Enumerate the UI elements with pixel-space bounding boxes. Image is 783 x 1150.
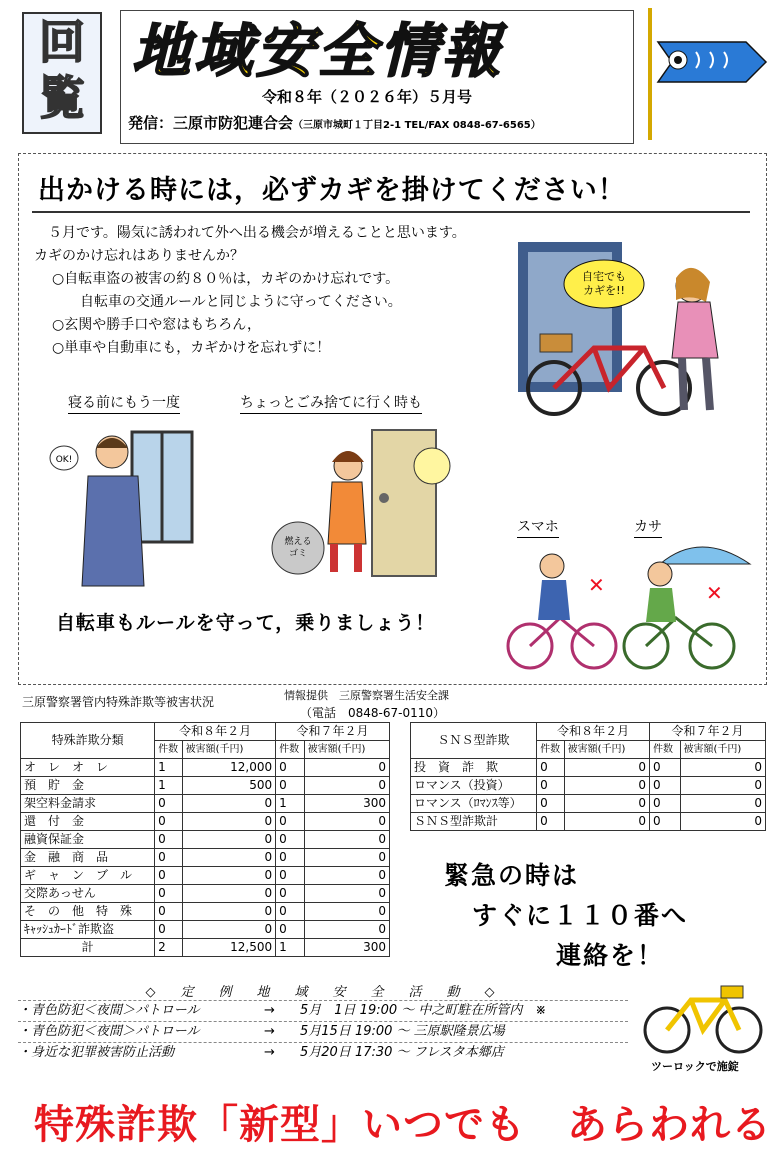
row-b-amount: 0 bbox=[304, 777, 389, 795]
ok-bubble-text: OK! bbox=[55, 455, 73, 465]
fraud-stats-table bbox=[20, 722, 390, 957]
caption-umbrella: カサ bbox=[634, 516, 662, 538]
row-category: 金 融 商 品 bbox=[21, 849, 155, 867]
koinobori-icon bbox=[656, 38, 768, 86]
row-a-count: 0 bbox=[537, 759, 564, 777]
row-a-count: 0 bbox=[155, 795, 182, 813]
two-lock-bike-icon bbox=[641, 976, 765, 1056]
activity-detail: 5月15日 19:00 ～ 三原駅隆景広場 bbox=[300, 1024, 505, 1039]
col-amount: 被害額(千円) bbox=[182, 741, 276, 759]
row-category: 預 貯 金 bbox=[21, 777, 155, 795]
table-row bbox=[21, 759, 390, 777]
intro-line-1: ５月です。陽気に誘われて外へ出る機会が増えることと思います。 bbox=[34, 225, 466, 241]
row-a-amount: 12,000 bbox=[182, 759, 276, 777]
row-category: 還 付 金 bbox=[21, 813, 155, 831]
newsletter-title: 地域安全情報 bbox=[132, 17, 505, 85]
sns-fraud-stats-table bbox=[410, 722, 766, 831]
sender-address: （三原市城町１丁目2-1 TEL/FAX 0848-67-6565） bbox=[293, 120, 541, 131]
flag-pole bbox=[648, 8, 652, 140]
activity-row bbox=[18, 1000, 628, 1021]
stats-title: 三原警察署管内特殊詐欺等被害状況 bbox=[22, 695, 215, 709]
stats-phone: （電話 0848-67-0110） bbox=[300, 706, 446, 720]
table-row bbox=[411, 813, 766, 831]
bullet-2: 自転車の交通ルールと同じように守ってください。 bbox=[52, 294, 402, 310]
row-b-amount: 0 bbox=[304, 903, 389, 921]
table-row bbox=[411, 777, 766, 795]
row-a-amount: 0 bbox=[182, 831, 276, 849]
bullet-4: ○単車や自動車にも，カギかけを忘れずに！ bbox=[52, 340, 331, 356]
row-category: ｷｬｯｼｭｶｰﾄﾞ詐欺盗 bbox=[21, 921, 155, 939]
arrow-icon: → bbox=[264, 1024, 275, 1039]
kairan-stamp bbox=[22, 12, 102, 134]
row-b-count: 0 bbox=[650, 759, 681, 777]
sender-line bbox=[128, 112, 541, 133]
intro-line-2: カギのかけ忘れはありませんか？ bbox=[34, 248, 244, 264]
activity-row bbox=[18, 1042, 628, 1063]
total-label: 計 bbox=[21, 939, 155, 957]
woman-door-illustration bbox=[268, 426, 454, 582]
cross-icon-1: ✕ bbox=[588, 573, 605, 597]
table-row bbox=[21, 831, 390, 849]
row-a-count: 0 bbox=[537, 813, 564, 831]
row-a-count: 0 bbox=[155, 903, 182, 921]
row-b-amount: 0 bbox=[680, 795, 765, 813]
row-b-count: 0 bbox=[276, 921, 304, 939]
row-a-amount: 500 bbox=[182, 777, 276, 795]
activity-row bbox=[18, 1021, 628, 1042]
table-row bbox=[411, 795, 766, 813]
table-row bbox=[21, 903, 390, 921]
row-b-amount: 0 bbox=[680, 759, 765, 777]
row-category: 投 資 詐 欺 bbox=[411, 759, 537, 777]
row-a-count: 0 bbox=[155, 867, 182, 885]
table-row bbox=[21, 795, 390, 813]
issue-date: 令和８年（２０２６年）５月号 bbox=[262, 88, 473, 106]
row-b-count: 0 bbox=[276, 849, 304, 867]
emergency-line-3: 連絡を！ bbox=[556, 941, 665, 970]
row-b-amount: 0 bbox=[304, 885, 389, 903]
row-a-count: 0 bbox=[155, 813, 182, 831]
row-a-count: 1 bbox=[155, 777, 182, 795]
row-b-count: 0 bbox=[276, 759, 304, 777]
emergency-line-1: 緊急の時は bbox=[444, 861, 580, 890]
no-phone-no-umbrella-illustration bbox=[500, 540, 754, 672]
row-b-amount: 0 bbox=[304, 759, 389, 777]
row-a-amount: 0 bbox=[182, 885, 276, 903]
caption-before-sleep: 寝る前にもう一度 bbox=[68, 392, 180, 414]
right-period-b: 令和７年２月 bbox=[650, 723, 766, 741]
col-count: 件数 bbox=[650, 741, 681, 759]
row-a-count: 0 bbox=[155, 831, 182, 849]
activities-heading: ◇ 定 例 地 域 安 全 活 動 ◇ bbox=[145, 985, 501, 1000]
kairan-char-2: 覧 bbox=[39, 71, 85, 125]
row-b-amount: 0 bbox=[680, 777, 765, 795]
row-a-amount: 0 bbox=[182, 795, 276, 813]
caption-garbage: ちょっとごみ捨てに行く時も bbox=[240, 392, 422, 414]
row-b-amount: 0 bbox=[304, 813, 389, 831]
table-total-row bbox=[21, 939, 390, 957]
row-a-count: 0 bbox=[537, 795, 564, 813]
row-category: ロマンス（投資） bbox=[411, 777, 537, 795]
row-a-amount: 0 bbox=[182, 867, 276, 885]
row-category: ＳＮＳ型詐欺計 bbox=[411, 813, 537, 831]
activity-name: ・青色防犯＜夜間＞パトロール bbox=[18, 1024, 200, 1039]
table-row bbox=[21, 849, 390, 867]
emergency-line-2: すぐに１１０番へ bbox=[472, 901, 689, 930]
arrow-icon: → bbox=[264, 1003, 275, 1018]
row-category: 交際あっせん bbox=[21, 885, 155, 903]
row-b-amount: 0 bbox=[680, 813, 765, 831]
row-category: 架空料金請求 bbox=[21, 795, 155, 813]
row-category: 融資保証金 bbox=[21, 831, 155, 849]
article-headline: 出かける時には，必ずカギを掛けてください！ bbox=[38, 175, 626, 206]
row-b-amount: 0 bbox=[304, 831, 389, 849]
man-window-illustration bbox=[48, 420, 204, 588]
col-count: 件数 bbox=[276, 741, 304, 759]
right-category-header: ＳＮＳ型詐欺 bbox=[411, 723, 537, 759]
row-category: そ の 他 特 殊 bbox=[21, 903, 155, 921]
table-row bbox=[411, 759, 766, 777]
activity-detail: 5月 1日 19:00 ～ 中之町駐在所管内 ※ bbox=[300, 1003, 547, 1018]
caption-smartphone: スマホ bbox=[517, 516, 559, 538]
table-row bbox=[21, 777, 390, 795]
table-row bbox=[21, 921, 390, 939]
row-b-count: 0 bbox=[276, 885, 304, 903]
activity-name: ・青色防犯＜夜間＞パトロール bbox=[18, 1003, 200, 1018]
row-a-amount: 0 bbox=[182, 849, 276, 867]
row-b-count: 0 bbox=[276, 813, 304, 831]
table-row bbox=[21, 813, 390, 831]
activity-detail: 5月20日 17:30 ～ フレスタ本郷店 bbox=[300, 1045, 504, 1060]
row-category: ロマンス（ﾛﾏﾝｽ等） bbox=[411, 795, 537, 813]
col-amount: 被害額(千円) bbox=[680, 741, 765, 759]
headline-underline bbox=[32, 211, 750, 213]
row-a-count: 0 bbox=[537, 777, 564, 795]
total-b-count: 1 bbox=[276, 939, 304, 957]
row-a-amount: 0 bbox=[564, 795, 649, 813]
col-count: 件数 bbox=[155, 741, 182, 759]
row-a-amount: 0 bbox=[182, 921, 276, 939]
arrow-icon: → bbox=[264, 1045, 275, 1060]
row-a-amount: 0 bbox=[564, 777, 649, 795]
two-lock-caption: ツーロックで施錠 bbox=[651, 1060, 739, 1073]
ride-rule-slogan: 自転車もルールを守って，乗りましょう！ bbox=[56, 612, 436, 634]
row-b-amount: 0 bbox=[304, 921, 389, 939]
stats-source: 情報提供 三原警察署生活安全課 bbox=[284, 689, 449, 702]
row-a-amount: 0 bbox=[564, 759, 649, 777]
row-b-count: 0 bbox=[276, 903, 304, 921]
bike-sign-line1: 自宅でも bbox=[582, 270, 626, 283]
row-b-count: 0 bbox=[276, 777, 304, 795]
activity-name: ・身近な犯罪被害防止活動 bbox=[18, 1045, 175, 1060]
total-a-count: 2 bbox=[155, 939, 182, 957]
garbage-bag-line1: 燃える bbox=[284, 537, 312, 547]
activities-section bbox=[18, 981, 628, 1063]
bullet-1: ○自転車盗の被害の約８０％は，カギのかけ忘れです。 bbox=[52, 271, 400, 287]
col-amount: 被害額(千円) bbox=[564, 741, 649, 759]
row-b-amount: 0 bbox=[304, 849, 389, 867]
row-a-amount: 0 bbox=[182, 903, 276, 921]
table-row bbox=[21, 867, 390, 885]
kairan-char-1: 回 bbox=[39, 15, 85, 69]
total-a-amount: 12,500 bbox=[182, 939, 276, 957]
left-category-header: 特殊詐欺分類 bbox=[21, 723, 155, 759]
col-amount: 被害額(千円) bbox=[304, 741, 389, 759]
row-b-count: 0 bbox=[276, 867, 304, 885]
total-b-amount: 300 bbox=[304, 939, 389, 957]
left-period-b: 令和７年２月 bbox=[276, 723, 390, 741]
row-b-count: 0 bbox=[650, 795, 681, 813]
garbage-bag-line2: ゴミ bbox=[288, 549, 308, 559]
row-b-amount: 0 bbox=[304, 867, 389, 885]
left-period-a: 令和８年２月 bbox=[155, 723, 276, 741]
row-a-amount: 0 bbox=[182, 813, 276, 831]
row-a-amount: 0 bbox=[564, 813, 649, 831]
sender-name: 発信：三原市防犯連合会 bbox=[128, 114, 294, 132]
article-intro bbox=[34, 222, 466, 360]
row-a-count: 0 bbox=[155, 849, 182, 867]
bullet-3: ○玄関や勝手口や窓はもちろん， bbox=[52, 317, 262, 333]
cross-icon-2: ✕ bbox=[706, 581, 723, 605]
row-b-count: 0 bbox=[276, 831, 304, 849]
row-category: オ レ オ レ bbox=[21, 759, 155, 777]
row-a-count: 0 bbox=[155, 921, 182, 939]
row-category: ギ ャ ン ブ ル bbox=[21, 867, 155, 885]
row-b-count: 1 bbox=[276, 795, 304, 813]
bike-lock-illustration bbox=[514, 238, 746, 428]
row-b-count: 0 bbox=[650, 813, 681, 831]
col-count: 件数 bbox=[537, 741, 564, 759]
row-a-count: 0 bbox=[155, 885, 182, 903]
bike-sign-line2: カギを!! bbox=[583, 284, 625, 297]
row-a-count: 1 bbox=[155, 759, 182, 777]
table-row bbox=[21, 885, 390, 903]
fraud-slogan: 特殊詐欺「新型」いつでも あらわれる bbox=[34, 1102, 772, 1148]
row-b-amount: 300 bbox=[304, 795, 389, 813]
row-b-count: 0 bbox=[650, 777, 681, 795]
right-period-a: 令和８年２月 bbox=[537, 723, 650, 741]
